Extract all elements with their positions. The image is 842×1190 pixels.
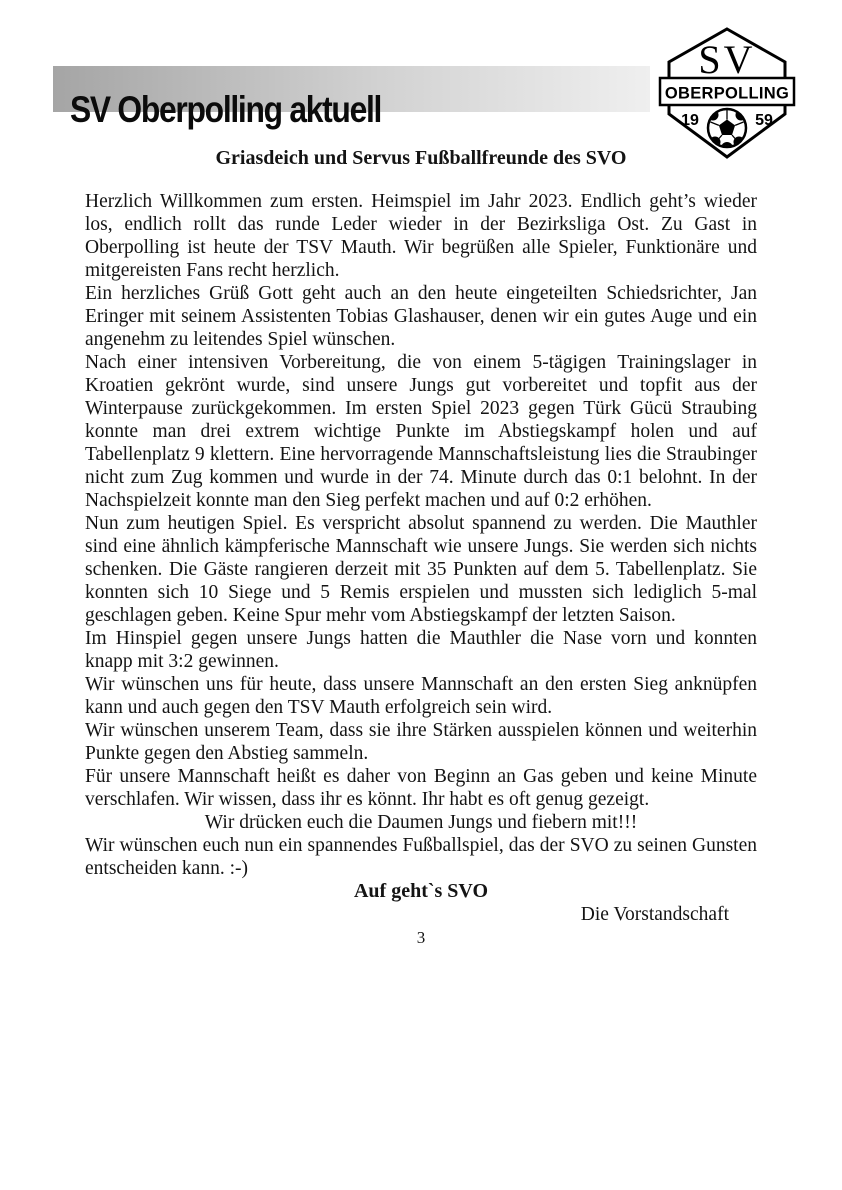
crest-year-left: 19 [681,112,699,129]
body-paragraph: Wir wünschen uns für heute, dass unsere Mannschaft an den ersten Sieg anknüpfen kann und auch gegen den TSV Mauth erfolgreich sein wird. [85,674,757,718]
body-text-column [85,190,757,949]
body-paragraph: Wir wünschen unserem Team, dass sie ihre Stärken ausspielen können und weiterhin Punkte gegen den Abstieg sammeln. [85,720,757,764]
crest-initials: SV [698,37,756,82]
club-crest-icon [657,26,797,162]
body-paragraph: Nach einer intensiven Vorbereitung, die von einem 5-tägigen Trainingslager in Kroatien gekrönt wurde, sind unsere Jungs gut vorbereitet und topfit aus der Winterpause zurückgekommen. Im ersten Spiel 2023 gegen Türk Gücü Straubing konnte man drei extrem wichtige Punkte im Abstiegskampf holen und auf Tabellenplatz 9 klettern. Eine hervorragende Mannschaftsleistung lies die Straubinger nicht zum Zug kommen und wurde in der 74. Minute durch das 0:1 belohnt. In der Nachspielzeit konnte man den Sieg perfekt machen und auf 0:2 erhöhen. [85,352,757,511]
body-paragraph: Herzlich Willkommen zum ersten. Heimspiel im Jahr 2023. Endlich geht’s wieder los, endlich rollt das runde Leder wieder in der Bezirksliga Ost. Zu Gast in Oberpolling ist heute der TSV Mauth. Wir begrüßen alle Spieler, Funktionäre und mitgereisten Fans recht herzlich. [85,191,757,281]
closing-line: Auf geht`s SVO [353,880,489,902]
signature: Die Vorstandschaft [580,904,729,925]
body-paragraph: Nun zum heutigen Spiel. Es verspricht absolut spannend zu werden. Die Mauthler sind eine ähnlich kämpferische Mannschaft wie unsere Jungs. Sie werden sich nichts schenken. Die Gäste rangieren derzeit mit 35 Punkten auf dem 5. Tabellenplatz. Sie konnten sich 10 Siege und 5 Remis erspielen und mussten sich lediglich 5-mal geschlagen geben. Keine Spur mehr vom Abstiegskampf der letzten Saison. [85,513,757,626]
body-paragraph: Im Hinspiel gegen unsere Jungs hatten die Mauthler die Nase vorn und konnten knapp mit 3:2 gewinnen. [85,628,757,672]
body-paragraph: Ein herzliches Grüß Gott geht auch an den heute eingeteilten Schiedsrichter, Jan Eringer mit seinem Assistenten Tobias Glashauser, denen wir ein gutes Auge und ein angenehm zu leitendes Spiel wünschen. [85,283,757,350]
crest-year-right: 59 [755,112,773,129]
page-title: SV Oberpolling aktuell [70,89,382,130]
greeting-heading: Griasdeich und Servus Fußballfreunde des SVO [215,147,627,169]
page-number: 3 [416,928,426,947]
club-logo [657,26,797,162]
body-paragraph: Für unsere Mannschaft heißt es daher von Beginn an Gas geben und keine Minute verschlafen. Wir wissen, dass ihr es könnt. Ihr habt es oft genug gezeigt. [85,766,757,810]
body-paragraph: Wir wünschen euch nun ein spannendes Fußballspiel, das der SVO zu seinen Gunsten entscheiden kann. :-) [85,835,757,879]
cheer-line: Wir drücken euch die Daumen Jungs und fiebern mit!!! [204,812,638,833]
crest-club-name: OBERPOLLING [664,84,790,103]
